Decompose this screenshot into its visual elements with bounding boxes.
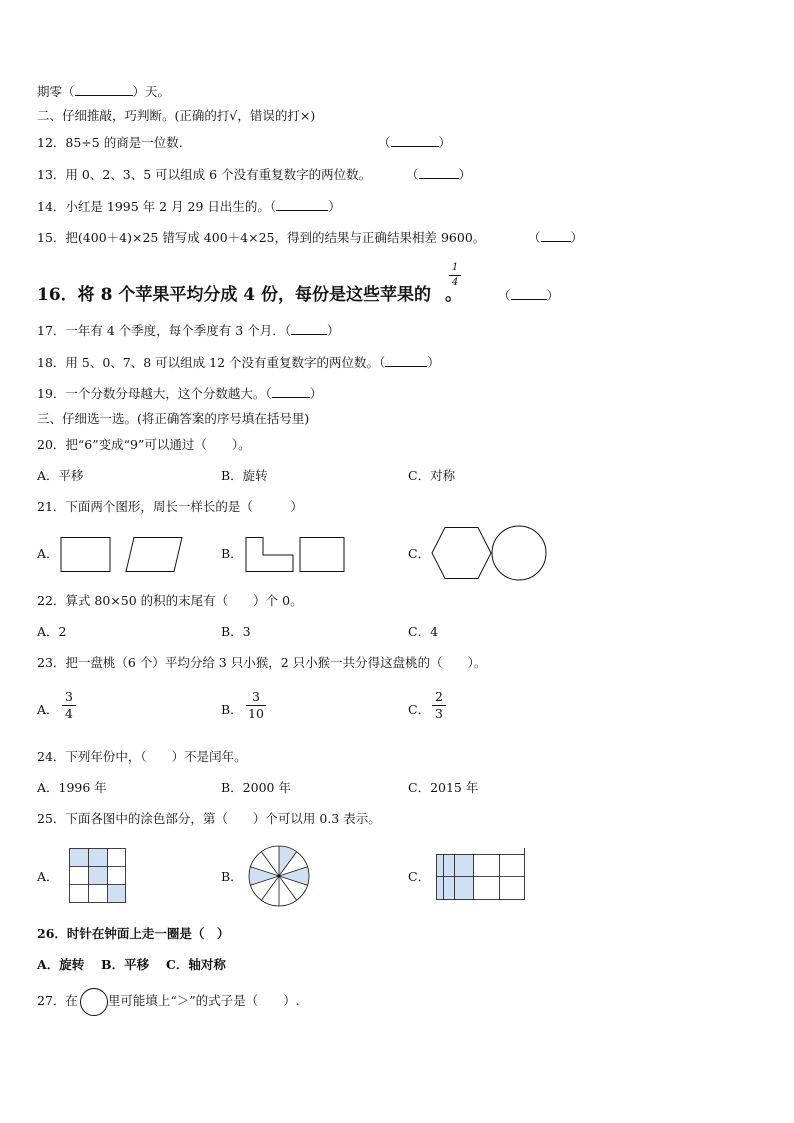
question-27 [37, 993, 300, 1009]
q-num: 12． [37, 135, 66, 150]
q20-option-c[interactable]: C．对称 [408, 468, 456, 483]
q22-option-c[interactable]: C．4 [408, 624, 439, 639]
frac-num: 2 [435, 689, 443, 704]
question-14 [37, 199, 341, 215]
question-13 [37, 167, 371, 183]
bracket-close: ） [458, 167, 472, 182]
bracket-open: （ [528, 230, 541, 245]
shaded-cell [89, 849, 108, 867]
bracket-open: （ [284, 323, 291, 338]
q-text: 一年有 4 个季度，每个季度有 3 个月． [65, 323, 285, 338]
l-shape [246, 538, 293, 572]
question-24: 24．下列年份中，（ ）不是闰年。 [37, 749, 247, 764]
bracket-close: ） [427, 355, 440, 370]
answer-blank[interactable] [419, 178, 459, 179]
q23-fraction-c [432, 690, 446, 721]
q24-option-b[interactable]: B．2000 年 [221, 780, 291, 795]
question-17 [37, 323, 340, 339]
q25-option-a[interactable]: A． [37, 869, 59, 884]
answer-blank[interactable] [541, 241, 571, 242]
answer-blank[interactable] [391, 146, 439, 147]
bracket-close: ） [546, 288, 560, 303]
bracket-close: ） [326, 323, 340, 338]
q25-option-c[interactable]: C． [408, 869, 431, 884]
q-text-post: 里可能填上“＞”的式子是（ ）. [107, 993, 300, 1008]
fraction-one-quarter [449, 262, 461, 289]
q-num: 13． [37, 167, 66, 182]
bracket-open: （ [378, 135, 391, 150]
question-18 [37, 355, 440, 371]
question-15 [37, 230, 485, 246]
q25-option-b[interactable]: B． [221, 869, 243, 884]
answer-blank[interactable] [385, 366, 427, 367]
bracket-close: ） [570, 230, 584, 245]
question-21: 21．下面两个图形，周长一样长的是（ ） [37, 499, 303, 514]
shaded-cell [437, 855, 474, 900]
q23-option-b[interactable]: B． [221, 702, 243, 717]
shaded-cell [70, 849, 89, 867]
parallelogram-shape [126, 538, 182, 572]
answer-blank[interactable] [511, 299, 547, 300]
answer-blank[interactable] [272, 397, 310, 398]
answer-circle-27[interactable] [79, 987, 109, 1017]
question-25: 25．下面各图中的涂色部分，第（ ）个可以用 0.3 表示。 [37, 811, 381, 826]
question-12 [37, 135, 191, 151]
bracket-open: （ [379, 355, 386, 370]
q21-option-a[interactable]: A． [37, 546, 59, 561]
answer-blank[interactable] [75, 95, 133, 96]
q-num: 15． [37, 230, 66, 245]
q22-option-b[interactable]: B．3 [221, 624, 251, 639]
question-26: 26．时针在钟面上走一圈是（ ） [37, 926, 230, 941]
question-22: 22．算式 80×50 的积的末尾有（ ）个 0。 [37, 593, 303, 608]
q22-option-a[interactable]: A．2 [37, 624, 67, 639]
q-text: 小红是 1995 年 2 月 29 日出生的。 [65, 199, 270, 214]
answer-bracket-16[interactable] [498, 288, 559, 304]
q21-shapes-a [60, 536, 184, 574]
bracket-close: ） [328, 199, 341, 214]
q-text: 一个分数分母越大，这个分数越大。 [65, 386, 266, 401]
question-20: 20．把“6”变成“9”可以通过（ ）。 [37, 437, 251, 452]
q23-fraction-a [62, 690, 76, 721]
answer-bracket-13[interactable] [406, 167, 471, 183]
q24-option-a[interactable]: A．1996 年 [37, 780, 107, 795]
q21-shapes-b [244, 536, 348, 574]
q-text: 85÷5 的商是一位数． [65, 135, 192, 150]
q-num: 17． [37, 323, 66, 338]
q25-grid-a [69, 848, 127, 904]
question-23: 23．把一盘桃（6 个）平均分给 3 只小猴，2 只小猴一共分得这盘桃的（ ）。 [37, 655, 487, 670]
section-2-heading: 二、仔细推敲，巧判断。(正确的打√，错误的打×) [37, 108, 316, 123]
question-19 [37, 386, 322, 402]
q-text-pre: 27．在 [37, 993, 78, 1008]
bracket-open: （ [269, 199, 277, 214]
answer-bracket-12[interactable] [378, 135, 451, 151]
frac-den: 3 [435, 706, 443, 721]
hexagon-shape [432, 528, 491, 579]
q25-strip-c [436, 848, 528, 902]
q-text: 将 8 个苹果平均分成 4 份，每份是这些苹果的 [77, 285, 432, 305]
circle-shape [492, 526, 546, 580]
frac-den: 10 [248, 706, 264, 721]
q21-option-c[interactable]: C． [408, 546, 431, 561]
q21-option-b[interactable]: B． [221, 546, 243, 561]
answer-bracket-15[interactable] [528, 230, 583, 246]
q-text: 用 0、2、3、5 可以组成 6 个没有重复数字的两位数。 [65, 167, 372, 182]
q23-option-c[interactable]: C． [408, 702, 431, 717]
q20-option-a[interactable]: A．平移 [37, 468, 84, 483]
frac-num: 3 [252, 689, 260, 704]
frac-num: 3 [65, 689, 73, 704]
frac-den: 4 [65, 706, 73, 721]
q-num: 19． [37, 386, 66, 401]
answer-blank[interactable] [291, 334, 327, 335]
shaded-cell [89, 867, 108, 885]
q23-fraction-b [246, 690, 266, 721]
rectangle-shape [61, 538, 110, 572]
bracket-close: ） [438, 135, 452, 150]
q24-option-c[interactable]: C．2015 年 [408, 780, 479, 795]
bracket-open: （ [265, 386, 272, 401]
bracket-open: （ [406, 167, 419, 182]
bracket-open: （ [498, 288, 511, 303]
frac-num: 1 [451, 262, 459, 273]
q-text: 把(400＋4)×25 错写成 400＋4×25，得到的结果与正确结果相差 9600。 [65, 230, 486, 245]
square-shape [300, 538, 344, 572]
line-continuation [37, 84, 170, 100]
frac-bar [449, 275, 461, 276]
q-text: 用 5、0、7、8 可以组成 12 个没有重复数字的两位数。 [65, 355, 380, 370]
shaded-cell [108, 885, 126, 903]
q-after: 。 [445, 285, 463, 305]
question-16 [37, 284, 462, 306]
q20-option-b[interactable]: B．旋转 [221, 468, 268, 483]
frac-den: 4 [451, 277, 459, 288]
bracket-close: ） [309, 386, 323, 401]
q26-options[interactable]: A．旋转 B．平移 C．轴对称 [37, 957, 226, 972]
text-pre: 期零（ [37, 84, 75, 99]
section-3-heading: 三、仔细选一选。(将正确答案的序号填在括号里) [37, 411, 310, 426]
answer-blank[interactable] [276, 210, 328, 211]
q-num: 14． [37, 199, 66, 214]
q-num: 16． [37, 285, 78, 305]
q21-shapes-c [430, 526, 550, 582]
q-num: 18． [37, 355, 66, 370]
text-post: ）天。 [132, 84, 171, 99]
q25-circle-b [248, 845, 310, 907]
q23-option-a[interactable]: A． [37, 702, 59, 717]
